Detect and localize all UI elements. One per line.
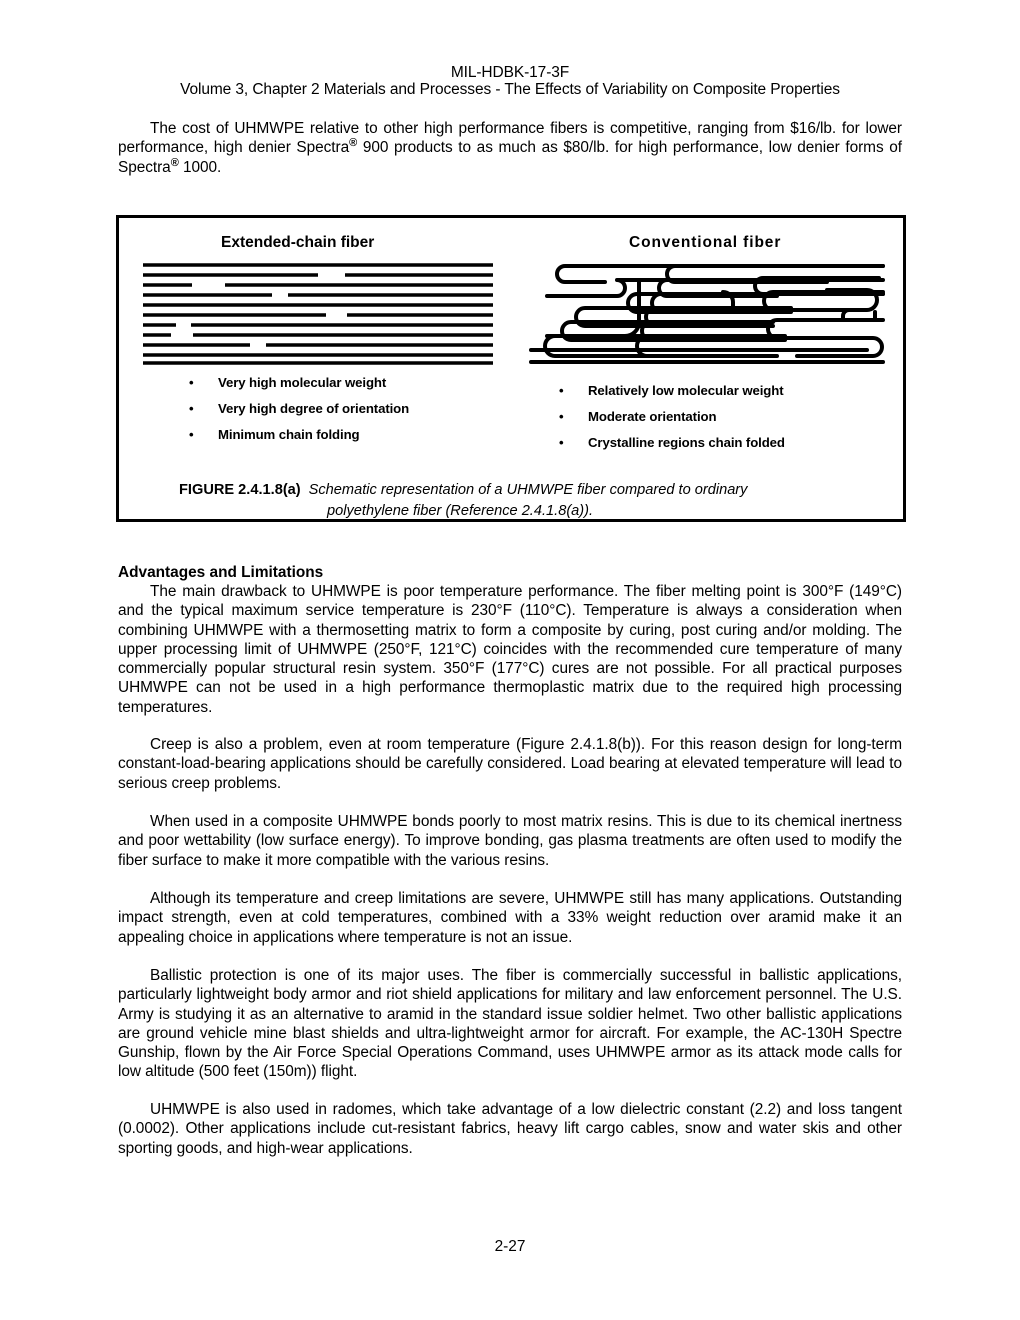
section-heading-advantages: Advantages and Limitations — [118, 564, 324, 581]
bullet-icon: • — [559, 383, 564, 398]
extended-chain-fiber-diagram — [140, 262, 496, 366]
list-item-label: Very high degree of orientation — [218, 401, 410, 416]
header-volume-line: Volume 3, Chapter 2 Materials and Processes - The Effects of Variability on Composite Properties — [180, 81, 840, 98]
paragraph-advantages: The main drawback to UHMWPE is poor temperature performance. The fiber melting point is 300°F (149°C) and the typical maximum service temperature is 230°F (110°C). Temperature is always a consideration when combining UHMWPE with a thermosetting matrix to form a composite by curing, post curing and/or molding. The upper processing limit of UHMWPE (250°F, 121°C) coincides with the recommended cure temperature of many commercially popular structural resin system. 350°F (177°C) cures are not possible. For all practical purposes UHMWPE can not be used in a high performance thermoplastic matrix due to the required high processing temperatures. — [118, 583, 902, 716]
figure-left-title: Extended-chain fiber — [221, 234, 375, 251]
conventional-fiber-bullet-list — [559, 378, 785, 456]
paragraph-ballistic: Ballistic protection is one of its major uses. The fiber is commercially successful in ballistic applications, particularly lightweight body armor and riot shield applications for military and law enforcement personnel. The U.S. Army is studying it as an alternative to aramid in the standard issue soldier helmet. Two other ballistic applications are ground vehicle mine blast shields and ultra-lightweight armor for aircraft. For example, the AC-130H Spectre Gunship, flown by the Air Force Special Operations Command, uses UHMWPE armor as its attack mode calls for low altitude (500 feet (150m)) flight. — [118, 967, 902, 1081]
list-item — [559, 404, 785, 430]
list-item-label: Very high molecular weight — [218, 375, 387, 390]
bullet-icon: • — [189, 427, 194, 442]
page-number-footer: 2-27 — [494, 1238, 526, 1255]
list-item-label: Moderate orientation — [588, 409, 717, 424]
intro-text-part2: 900 products to as much as $80/lb. for high performance, low denier forms of Spectra — [118, 139, 902, 176]
paragraph-radomes: UHMWPE is also used in radomes, which take advantage of a low dielectric constant (2.2) and loss tangent (0.0002). Other applications include cut-resistant fabrics, heavy lift cargo cables, snow and water skis and other sporting goods, and high-wear applications. — [118, 1101, 902, 1157]
list-item — [559, 430, 785, 456]
bullet-icon: • — [559, 409, 564, 424]
list-item-label: Crystalline regions chain folded — [588, 435, 785, 450]
paragraph-creep: Creep is also a problem, even at room temperature (Figure 2.4.1.8(b)). For this reason design for long-term constant-load-bearing applications should be carefully considered. Load bearing at elevated temperature will lead to serious creep problems. — [118, 736, 902, 792]
figure-caption — [179, 480, 859, 522]
registered-mark-icon: ® — [349, 137, 358, 150]
figure-caption-line2: polyethylene fiber (Reference 2.4.1.8(a)). — [327, 503, 594, 519]
intro-text-part1: The cost of UHMWPE relative to other high performance fibers is competitive, ranging from $16/lb. for lower performance, high denier Spectra — [118, 120, 902, 157]
list-item — [189, 396, 409, 422]
bullet-icon: • — [189, 401, 194, 416]
intro-paragraph — [118, 119, 902, 177]
intro-text-part3: 1000. — [178, 158, 222, 176]
figure-box — [116, 215, 906, 522]
bullet-icon: • — [189, 375, 194, 390]
figure-caption-line1: Schematic representation of a UHMWPE fiber compared to ordinary — [308, 482, 748, 498]
paragraph-applications: Although its temperature and creep limitations are severe, UHMWPE still has many applications. Outstanding impact strength, even at cold temperatures, combined with a 33% weight reduction over aramid make it an appealing choice in applications where temperature is not an issue. — [118, 890, 902, 946]
paragraph-bonding: When used in a composite UHMWPE bonds poorly to most matrix resins. This is due to its chemical inertness and poor wettability (low surface energy). To improve bonding, gas plasma treatments are often used to modify the fiber surface to make it more compatible with the various resins. — [118, 813, 902, 869]
registered-mark-icon: ® — [170, 156, 179, 169]
list-item — [189, 422, 409, 448]
bullet-icon: • — [559, 435, 564, 450]
header-document-id: MIL-HDBK-17-3F — [450, 64, 570, 81]
list-item — [189, 370, 409, 396]
list-item — [559, 378, 785, 404]
conventional-fiber-diagram — [527, 262, 887, 366]
figure-caption-label: FIGURE 2.4.1.8(a) — [179, 482, 301, 498]
list-item-label: Minimum chain folding — [218, 427, 360, 442]
extended-chain-bullet-list — [189, 370, 409, 448]
figure-right-title: Conventional fiber — [629, 234, 782, 251]
list-item-label: Relatively low molecular weight — [588, 383, 784, 398]
